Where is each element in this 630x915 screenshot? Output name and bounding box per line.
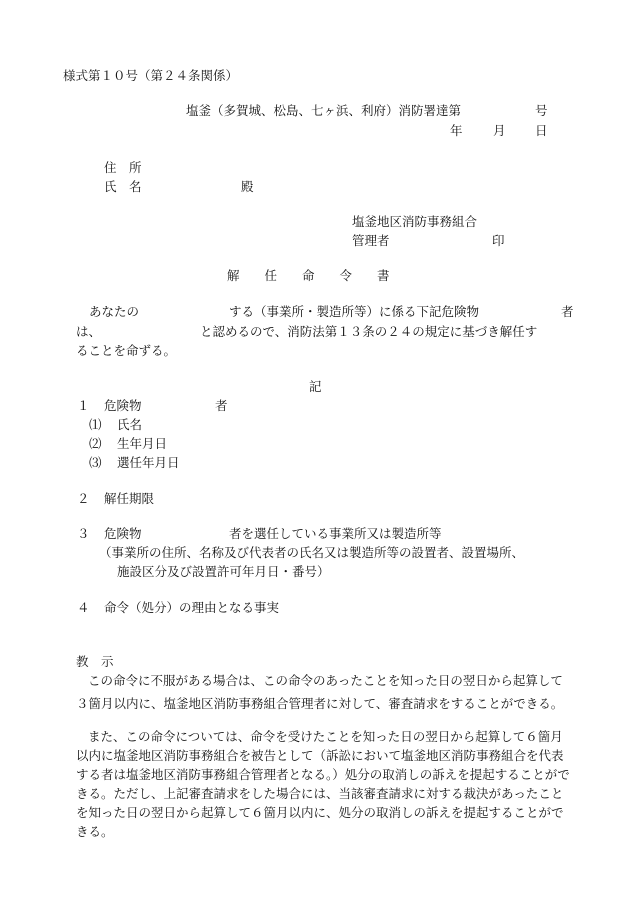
item4-number: ４ <box>77 600 90 615</box>
item1-suffix: 者 <box>215 398 228 413</box>
name-label: 氏 名 <box>104 179 142 194</box>
date-month: 月 <box>493 123 506 138</box>
body-line3: ることを命ずる。 <box>76 343 177 358</box>
item3-number: ３ <box>77 526 90 541</box>
instruction-heading: 教 示 <box>76 654 114 669</box>
item1-sub3-number: ⑶ <box>89 455 102 470</box>
body-line1-c: 者 <box>561 304 574 319</box>
document-title: 解 任 命 令 書 <box>227 268 390 283</box>
item2-number: ２ <box>77 491 90 506</box>
body-line1-b: する（事業所・製造所等）に係る下記危険物 <box>229 304 480 319</box>
item2-label: 解任期限 <box>104 491 155 506</box>
item3-rest: 者を選任している事業所又は製造所等 <box>229 526 442 541</box>
seal-mark: 印 <box>492 233 505 248</box>
form-label: 様式第１０号（第２４条関係） <box>63 68 239 83</box>
item4-label: 命令（処分）の理由となる事実 <box>104 600 280 615</box>
item1-label: 危険物 <box>104 398 142 413</box>
instruction-paragraph-2: また、この命令については、命令を受けたことを知った日の翌日から起算して６箇月以内に塩釜地区消防事務組合を被告として（訴訟において塩釜地区消防事務組合を代表する者は塩釜地区消防事務組合管理者となる。）処分の取消しの訴えを提起することができる。ただし、上記審査請求をした場合には、当該審査請求に対する裁決があったことを知った日の翌日から起算して６箇月以内に、処分の取消しの訴えを提起することができる。 <box>76 729 570 839</box>
body-line1-a: あなたの <box>89 304 140 319</box>
address-label: 住 所 <box>104 160 142 175</box>
honorific: 殿 <box>241 179 254 194</box>
sender-title: 管理者 <box>352 233 390 248</box>
notice-issuer: 塩釜（多賀城、松島、七ヶ浜、利府）消防署達第 <box>186 103 462 118</box>
body-line2-a: は、 <box>76 324 102 339</box>
item1-sub3-text: 選任年月日 <box>117 455 180 470</box>
notice-number-suffix: 号 <box>535 103 548 118</box>
date-year: 年 <box>450 123 463 138</box>
item3-label: 危険物 <box>104 526 142 541</box>
body-line2-b: と認めるので、消防法第１３条の２４の規定に基づき解任す <box>200 324 538 339</box>
item1-number: １ <box>77 398 90 413</box>
date-day: 日 <box>535 123 548 138</box>
ki-heading: 記 <box>309 379 322 394</box>
sender-organization: 塩釜地区消防事務組合 <box>352 214 478 229</box>
instruction-paragraph-1: この命令に不服がある場合は、この命令のあったことを知った日の翌日から起算して３箇月以内に、塩釜地区消防事務組合管理者に対して、審査請求をすることができる。 <box>76 673 564 711</box>
item1-sub1-number: ⑴ <box>89 417 102 432</box>
item1-sub1-text: 氏名 <box>117 417 143 432</box>
item1-sub2-text: 生年月日 <box>117 436 168 451</box>
item3-note-line2: 施設区分及び設置許可年月日・番号） <box>117 564 330 579</box>
item3-note-line1: （事業所の住所、名称及び代表者の氏名又は製造所等の設置者、設置場所、 <box>99 545 525 560</box>
item1-sub2-number: ⑵ <box>89 436 102 451</box>
